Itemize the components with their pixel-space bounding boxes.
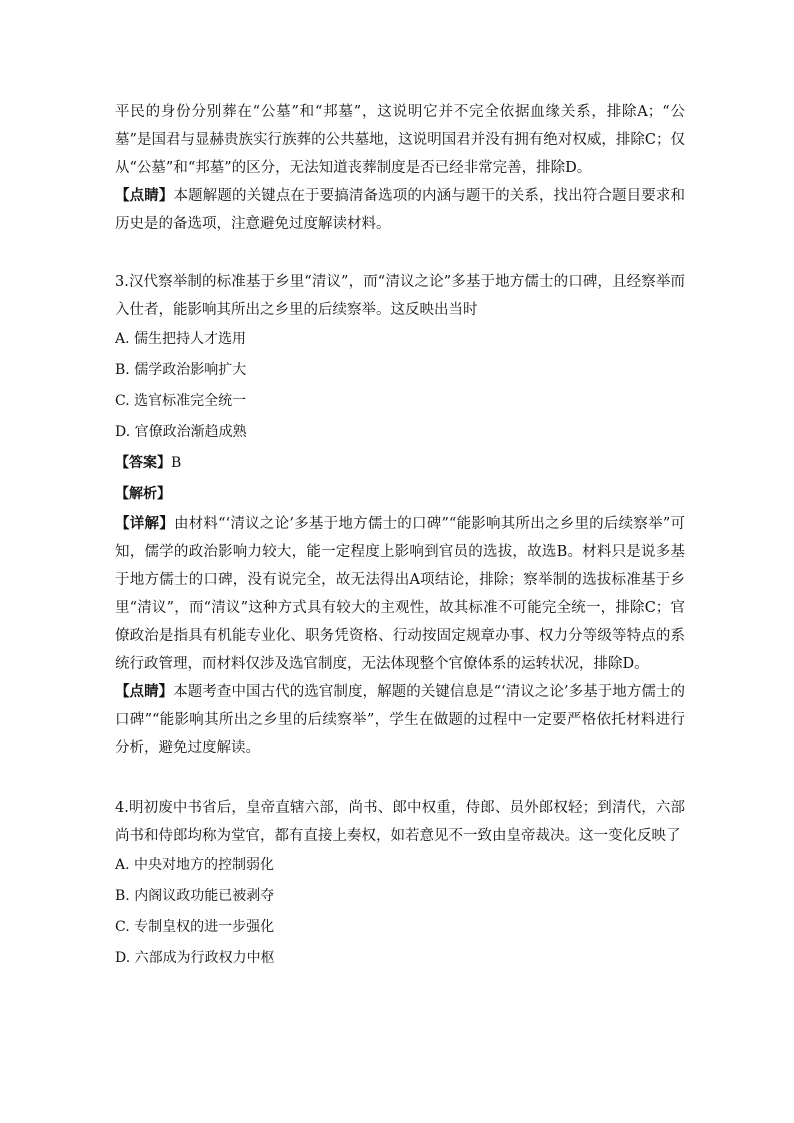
question-4-option-b: B. 内阁议政功能已被剥夺	[115, 888, 275, 904]
question-4-option-a: A. 中央对地方的控制弱化	[115, 857, 275, 873]
question-3-option-a: A. 儒生把持人才选用	[115, 331, 247, 347]
note-tag: 【点睛】	[115, 683, 174, 700]
note-tag: 【点睛】	[115, 187, 174, 204]
question-4-stem: 4.明初废中书省后，皇帝直辖六部，尚书、郎中权重，侍郎、员外郎权轻；到清代，六部尚书和侍郎均称为堂官，都有直接上奏权，如若意见不一致由皇帝裁决。这一变化反映了	[115, 800, 685, 844]
question-3-analysis-tag	[115, 479, 685, 510]
note-text: 本题考查中国古代的选官制度，解题的关键信息是“‘清议之论’多基于地方儒士的口碑”“能影响其所出之乡里的后续察举”，学生在做题的过程中一定要严格依托材料进行分析，避免过度解读。	[115, 684, 685, 756]
prev-analysis-tail: 平民的身份分别葬在“公墓”和“邦墓”，这说明它并不完全依据血缘关系，排除A；“公墓”是国君与显赫贵族实行族葬的公共墓地，这说明国君并没有拥有绝对权威，排除C；仅从“公墓”和“邦墓”的区分，无法知道丧葬制度是否已经非常完善，排除D。	[115, 104, 685, 176]
spacer	[115, 762, 685, 794]
question-4-option-d: D. 六部成为行政权力中枢	[115, 950, 275, 966]
question-3-note	[115, 678, 685, 762]
detail-text: 由材料“‘清议之论’多基于地方儒士的口碑”“能影响其所出之乡里的后续察举”可知，儒学的政治影响力较大，能一定程度上影响到官员的选拔，故选B。材料只是说多基于地方儒士的口碑，没有说完全，故无法得出A项结论，排除；察举制的选拔标准基于乡里“清议”，而“清议”这种方式具有较大的主观性，故其标准不可能完全统一，排除C；官僚政治是指具有机能专业化、职务凭资格、行动按固定规章办事、权力分等级等特点的系统行政管理，而材料仅涉及选官制度，无法体现整个官僚体系的运转状况，排除D。	[115, 516, 685, 672]
question-3-detail	[115, 510, 685, 678]
document-content	[115, 98, 685, 974]
question-3-option-d: D. 官僚政治渐趋成熟	[115, 424, 247, 440]
detail-tag: 【详解】	[115, 515, 174, 532]
question-4-option-c: C. 专制皇权的进一步强化	[115, 919, 275, 935]
question-3-option-c: C. 选官标准完全统一	[115, 393, 247, 409]
answer-tag: 【答案】	[115, 455, 171, 471]
question-3-option-b: B. 儒学政治影响扩大	[115, 362, 247, 378]
prev-note	[115, 182, 685, 238]
question-3-stem: 3.汉代察举制的标准基于乡里“清议”，而“清议之论”多基于地方儒士的口碑，且经察举而入仕者，能影响其所出之乡里的后续察举。这反映出当时	[115, 274, 685, 318]
spacer	[115, 238, 685, 268]
question-3-answer	[115, 448, 685, 479]
note-text: 本题解题的关键点在于要搞清备选项的内涵与题干的关系，找出符合题目要求和历史是的备选项，注意避免过度解读材料。	[115, 188, 686, 232]
analysis-tag: 【解析】	[115, 486, 171, 502]
answer-value: B	[171, 455, 182, 471]
